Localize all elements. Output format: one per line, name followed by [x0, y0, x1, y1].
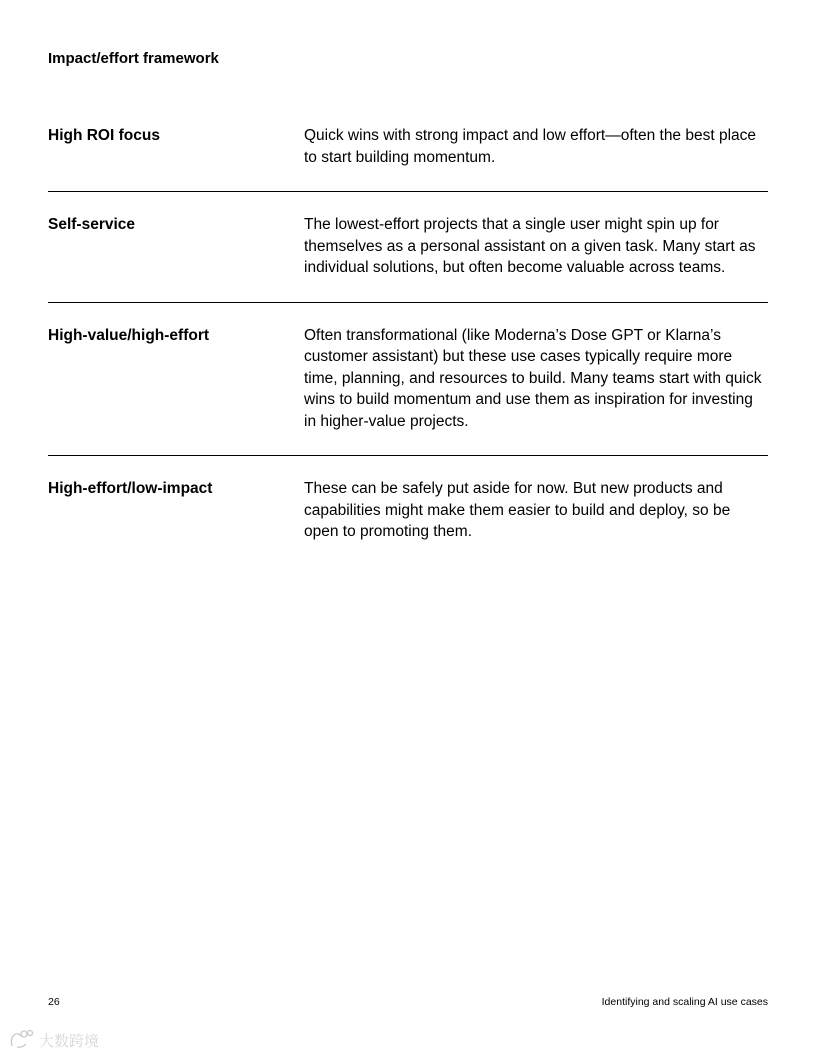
- row-term: High-effort/low-impact: [48, 480, 213, 497]
- framework-row: [48, 214, 768, 303]
- framework-row: [48, 325, 768, 457]
- row-term: High-value/high-effort: [48, 326, 210, 344]
- row-term: High ROI focus: [48, 127, 160, 144]
- row-description: The lowest-effort projects that a single user might spin up for themselves as a personal assistant on a given task. Many start as individual solutions, but often become valuable across teams.: [304, 216, 756, 276]
- framework-row: [48, 478, 768, 543]
- watermark-text: 大数跨境: [39, 1032, 100, 1050]
- row-description: These can be safely put aside for now. But new products and capabilities might make them easier to build and deploy, so be open to promoting them.: [304, 480, 731, 540]
- framework-row: [48, 125, 768, 192]
- row-description: Often transformational (like Moderna’s Dose GPT or Klarna’s customer assistant) but these use cases typically require more time, planning, and resources to build. Many teams start with quick wins to build momentum and use them as inspiration for investing in higher-value projects.: [304, 326, 762, 430]
- framework-table: [48, 125, 768, 543]
- row-description: Quick wins with strong impact and low effort—often the best place to start building momentum.: [304, 127, 757, 166]
- page-number: 26: [48, 996, 60, 1008]
- footer-document-title: Identifying and scaling AI use cases: [601, 996, 768, 1008]
- section-title: Impact/effort framework: [48, 50, 219, 67]
- row-term: Self-service: [48, 216, 136, 233]
- watermark-logo-icon: [8, 1027, 108, 1051]
